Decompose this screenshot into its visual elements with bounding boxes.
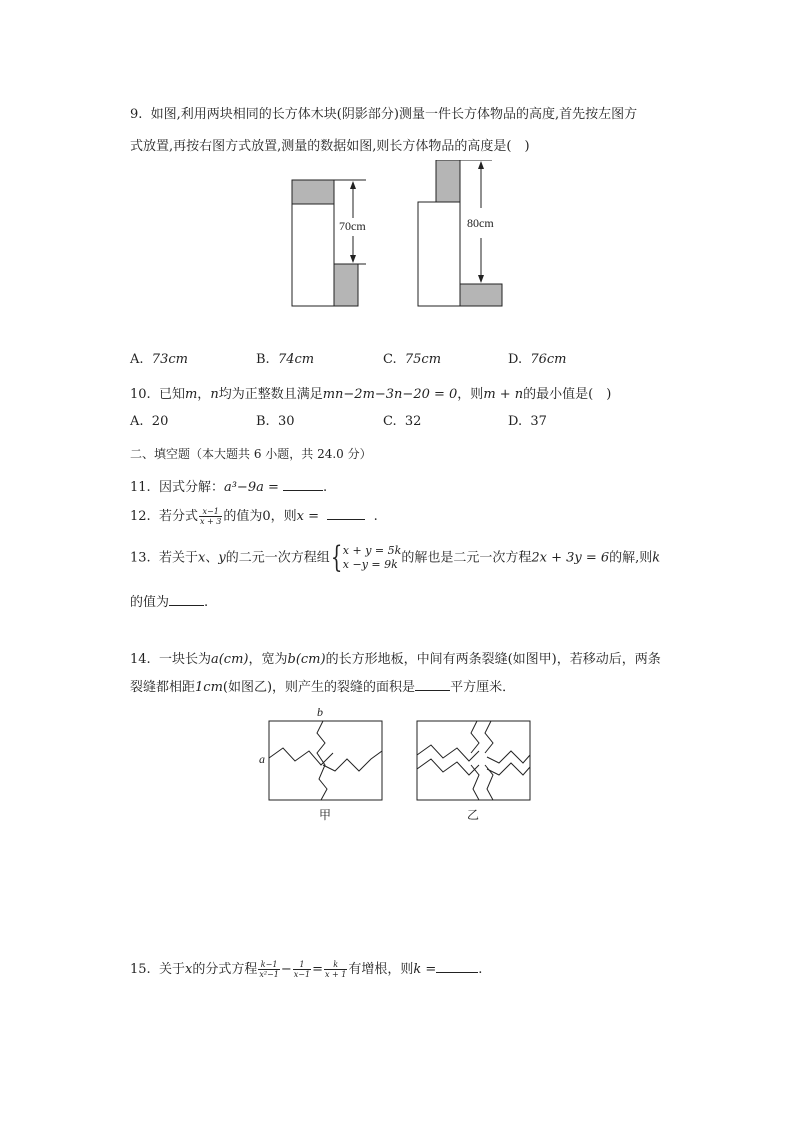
- q14-fig1-caption: 甲: [319, 808, 332, 822]
- q10-option-c[interactable]: C. 32: [383, 414, 422, 429]
- q10-option-b[interactable]: B. 30: [256, 414, 295, 429]
- q9-option-b[interactable]: B. 74cm: [256, 352, 315, 367]
- q9-left-label: 70cm: [339, 219, 366, 233]
- q9-option-d[interactable]: D. 76cm: [508, 352, 567, 367]
- q15-fraction-2: $\frac{1}{x-1}$: [293, 960, 311, 979]
- q13-line2: 的值为 .: [130, 595, 209, 610]
- q9-left-figure: [292, 180, 366, 306]
- q9-option-a[interactable]: A. 73cm: [130, 352, 188, 367]
- q9-line1: 9. 如图,利用两块相同的长方体木块(阴影部分)测量一件长方体物品的高度,首先按左图方: [130, 107, 638, 122]
- q14-line1: 14. 一块长为a(cm)，宽为b(cm)的长方形地板，中间有两条裂缝(如图甲)，若移动后，两条: [130, 652, 661, 667]
- q15-text: 15. 关于x的分式方程 $\frac{k-1}{\text{x²−1}}$ − $\frac{1}{x-1}$ = $\frac{k}{x + 1}$ 有增根，则k = .: [130, 960, 483, 979]
- q10-text: 10. 已知m，n均为正整数且满足mn−2m−3n−20 = 0，则m + n的最小值是( ): [130, 387, 612, 402]
- q10-option-d[interactable]: D. 37: [508, 414, 547, 429]
- q9-line2: 式放置,再按右图方式放置,测量的数据如图,则长方体物品的高度是( ): [130, 139, 530, 154]
- q12-text: 12. 若分式 $\frac{x-1}{x + 3}$ 的值为0，则x = .: [130, 507, 378, 526]
- q15-answer-blank[interactable]: [436, 960, 478, 973]
- q9-right-figure: [418, 160, 502, 306]
- section-2-title: 二、填空题（本大题共 6 小题，共 24.0 分）: [130, 447, 372, 461]
- q14-figure: [255, 703, 545, 828]
- q14-fig2: [417, 721, 530, 800]
- q9-figure: [280, 160, 520, 315]
- q9-right-label: 80cm: [467, 216, 494, 230]
- q15-fraction-3: $\frac{k}{x + 1}$: [324, 960, 347, 979]
- q13-equation-system: x + y = 5k x −y = 9k: [342, 544, 402, 571]
- q13-line1: 13. 若关于x、y的二元一次方程组{ x + y = 5k x −y = 9k 的解也是二元一次方程2x + 3y = 6的解,则k: [130, 540, 661, 575]
- q15-fraction-1: $\frac{k-1}{\text{x²−1}}$: [259, 960, 279, 979]
- q9-option-c[interactable]: C. 75cm: [383, 352, 442, 367]
- q14-answer-blank[interactable]: [415, 678, 450, 691]
- q10-option-a[interactable]: A. 20: [130, 414, 169, 429]
- q12-answer-blank[interactable]: [327, 507, 365, 520]
- q14-line2: 裂缝都相距1cm(如图乙)，则产生的裂缝的面积是 平方厘米．: [130, 680, 516, 695]
- q11-text: 11. 因式分解：a³−9a = .: [130, 480, 328, 495]
- q14-label-b: b: [317, 705, 323, 719]
- q13-answer-blank[interactable]: [169, 593, 204, 606]
- q11-answer-blank[interactable]: [283, 478, 323, 491]
- q14-fig1: [269, 721, 382, 800]
- q14-label-a: a: [259, 752, 265, 766]
- q14-fig2-caption: 乙: [467, 808, 480, 822]
- q12-fraction: $\frac{x-1}{x + 3}$: [199, 507, 222, 526]
